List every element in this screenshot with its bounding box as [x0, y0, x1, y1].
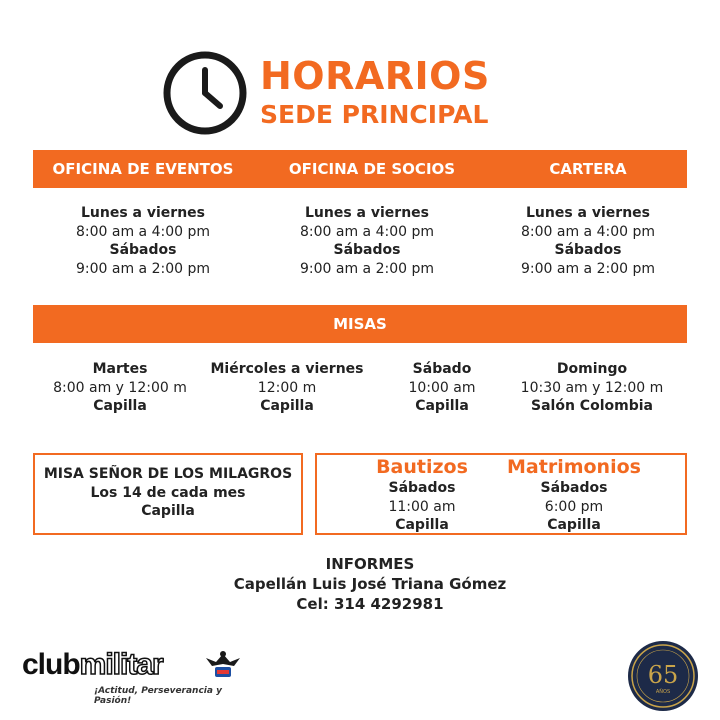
schedule-day: Sábados [109, 242, 177, 258]
informes-phone: Cel: 314 4292981 [296, 595, 444, 613]
milagros-title: MISA SEÑOR DE LOS MILAGROS [43, 466, 293, 482]
office-schedule-cartera [488, 204, 688, 278]
bautizos-column [367, 455, 477, 535]
bautizos-day: Sábados [388, 480, 456, 496]
bar-label-socios: OFICINA DE SOCIOS [288, 160, 456, 178]
page-header [160, 48, 540, 138]
misas-bar [33, 305, 687, 343]
page-subtitle: SEDE PRINCIPAL [260, 100, 489, 129]
schedule-day: Sábados [554, 242, 622, 258]
schedule-time: 9:00 am a 2:00 pm [521, 260, 655, 277]
logo-slogan: ¡Actitud, Perseverancia y Pasión! [94, 686, 222, 706]
matrimonios-column [503, 455, 645, 535]
schedule-day: Lunes a viernes [305, 205, 429, 221]
office-schedule-eventos [33, 204, 253, 278]
eagle-emblem-icon [202, 648, 244, 682]
schedule-time: 8:00 am a 4:00 pm [300, 223, 434, 240]
milagros-frequency: Los 14 de cada mes [90, 484, 246, 501]
misa-day: Miércoles a viernes [210, 361, 364, 377]
informes-name: Capellán Luis José Triana Gómez [233, 575, 507, 593]
matrimonios-title: Matrimonios [507, 456, 641, 478]
misa-time: 12:00 m [257, 379, 317, 396]
misa-martes [40, 360, 200, 416]
logo-militar-text: militar [79, 648, 163, 681]
misa-place: Capilla [93, 398, 147, 414]
schedule-time: 9:00 am a 2:00 pm [300, 260, 434, 277]
sacramentos-box [315, 453, 687, 535]
matrimonios-day: Sábados [540, 480, 608, 496]
misa-time: 8:00 am y 12:00 m [53, 379, 187, 396]
informes-block [180, 554, 560, 614]
misa-day: Domingo [556, 361, 628, 377]
office-schedule-socios [260, 204, 474, 278]
misa-place: Capilla [260, 398, 314, 414]
matrimonios-time: 6:00 pm [544, 498, 604, 515]
seal-label: AÑOS [655, 689, 671, 695]
misa-miercoles [206, 360, 368, 416]
misa-time: 10:30 am y 12:00 m [520, 379, 664, 396]
schedule-time: 8:00 am a 4:00 pm [521, 223, 655, 240]
bautizos-title: Bautizos [376, 456, 468, 478]
schedule-time: 9:00 am a 2:00 pm [76, 260, 210, 277]
misa-day: Sábado [412, 361, 472, 377]
schedule-day: Sábados [333, 242, 401, 258]
offices-bar [33, 150, 687, 188]
bar-label-misas: MISAS [333, 315, 387, 333]
misa-day: Martes [92, 361, 148, 377]
milagros-box [33, 453, 303, 535]
anniversary-seal-icon [627, 640, 699, 712]
misa-time: 10:00 am [408, 379, 476, 396]
bautizos-place: Capilla [395, 517, 449, 533]
page-title: HORARIOS [260, 54, 490, 98]
seal-number: 65 [647, 661, 679, 689]
logo-club-text: club [22, 648, 80, 681]
club-militar-logo [22, 648, 252, 704]
misa-place: Salón Colombia [531, 398, 653, 414]
matrimonios-place: Capilla [547, 517, 601, 533]
schedule-day: Lunes a viernes [81, 205, 205, 221]
bar-label-cartera: CARTERA [549, 160, 627, 178]
misa-place: Capilla [415, 398, 469, 414]
schedule-day: Lunes a viernes [526, 205, 650, 221]
clock-icon [162, 50, 248, 136]
schedule-time: 8:00 am a 4:00 pm [76, 223, 210, 240]
informes-heading: INFORMES [325, 555, 415, 573]
misa-sabado [384, 360, 500, 416]
misa-domingo [512, 360, 672, 416]
bautizos-time: 11:00 am [388, 498, 456, 515]
milagros-place: Capilla [141, 503, 195, 519]
bar-label-eventos: OFICINA DE EVENTOS [52, 160, 234, 178]
